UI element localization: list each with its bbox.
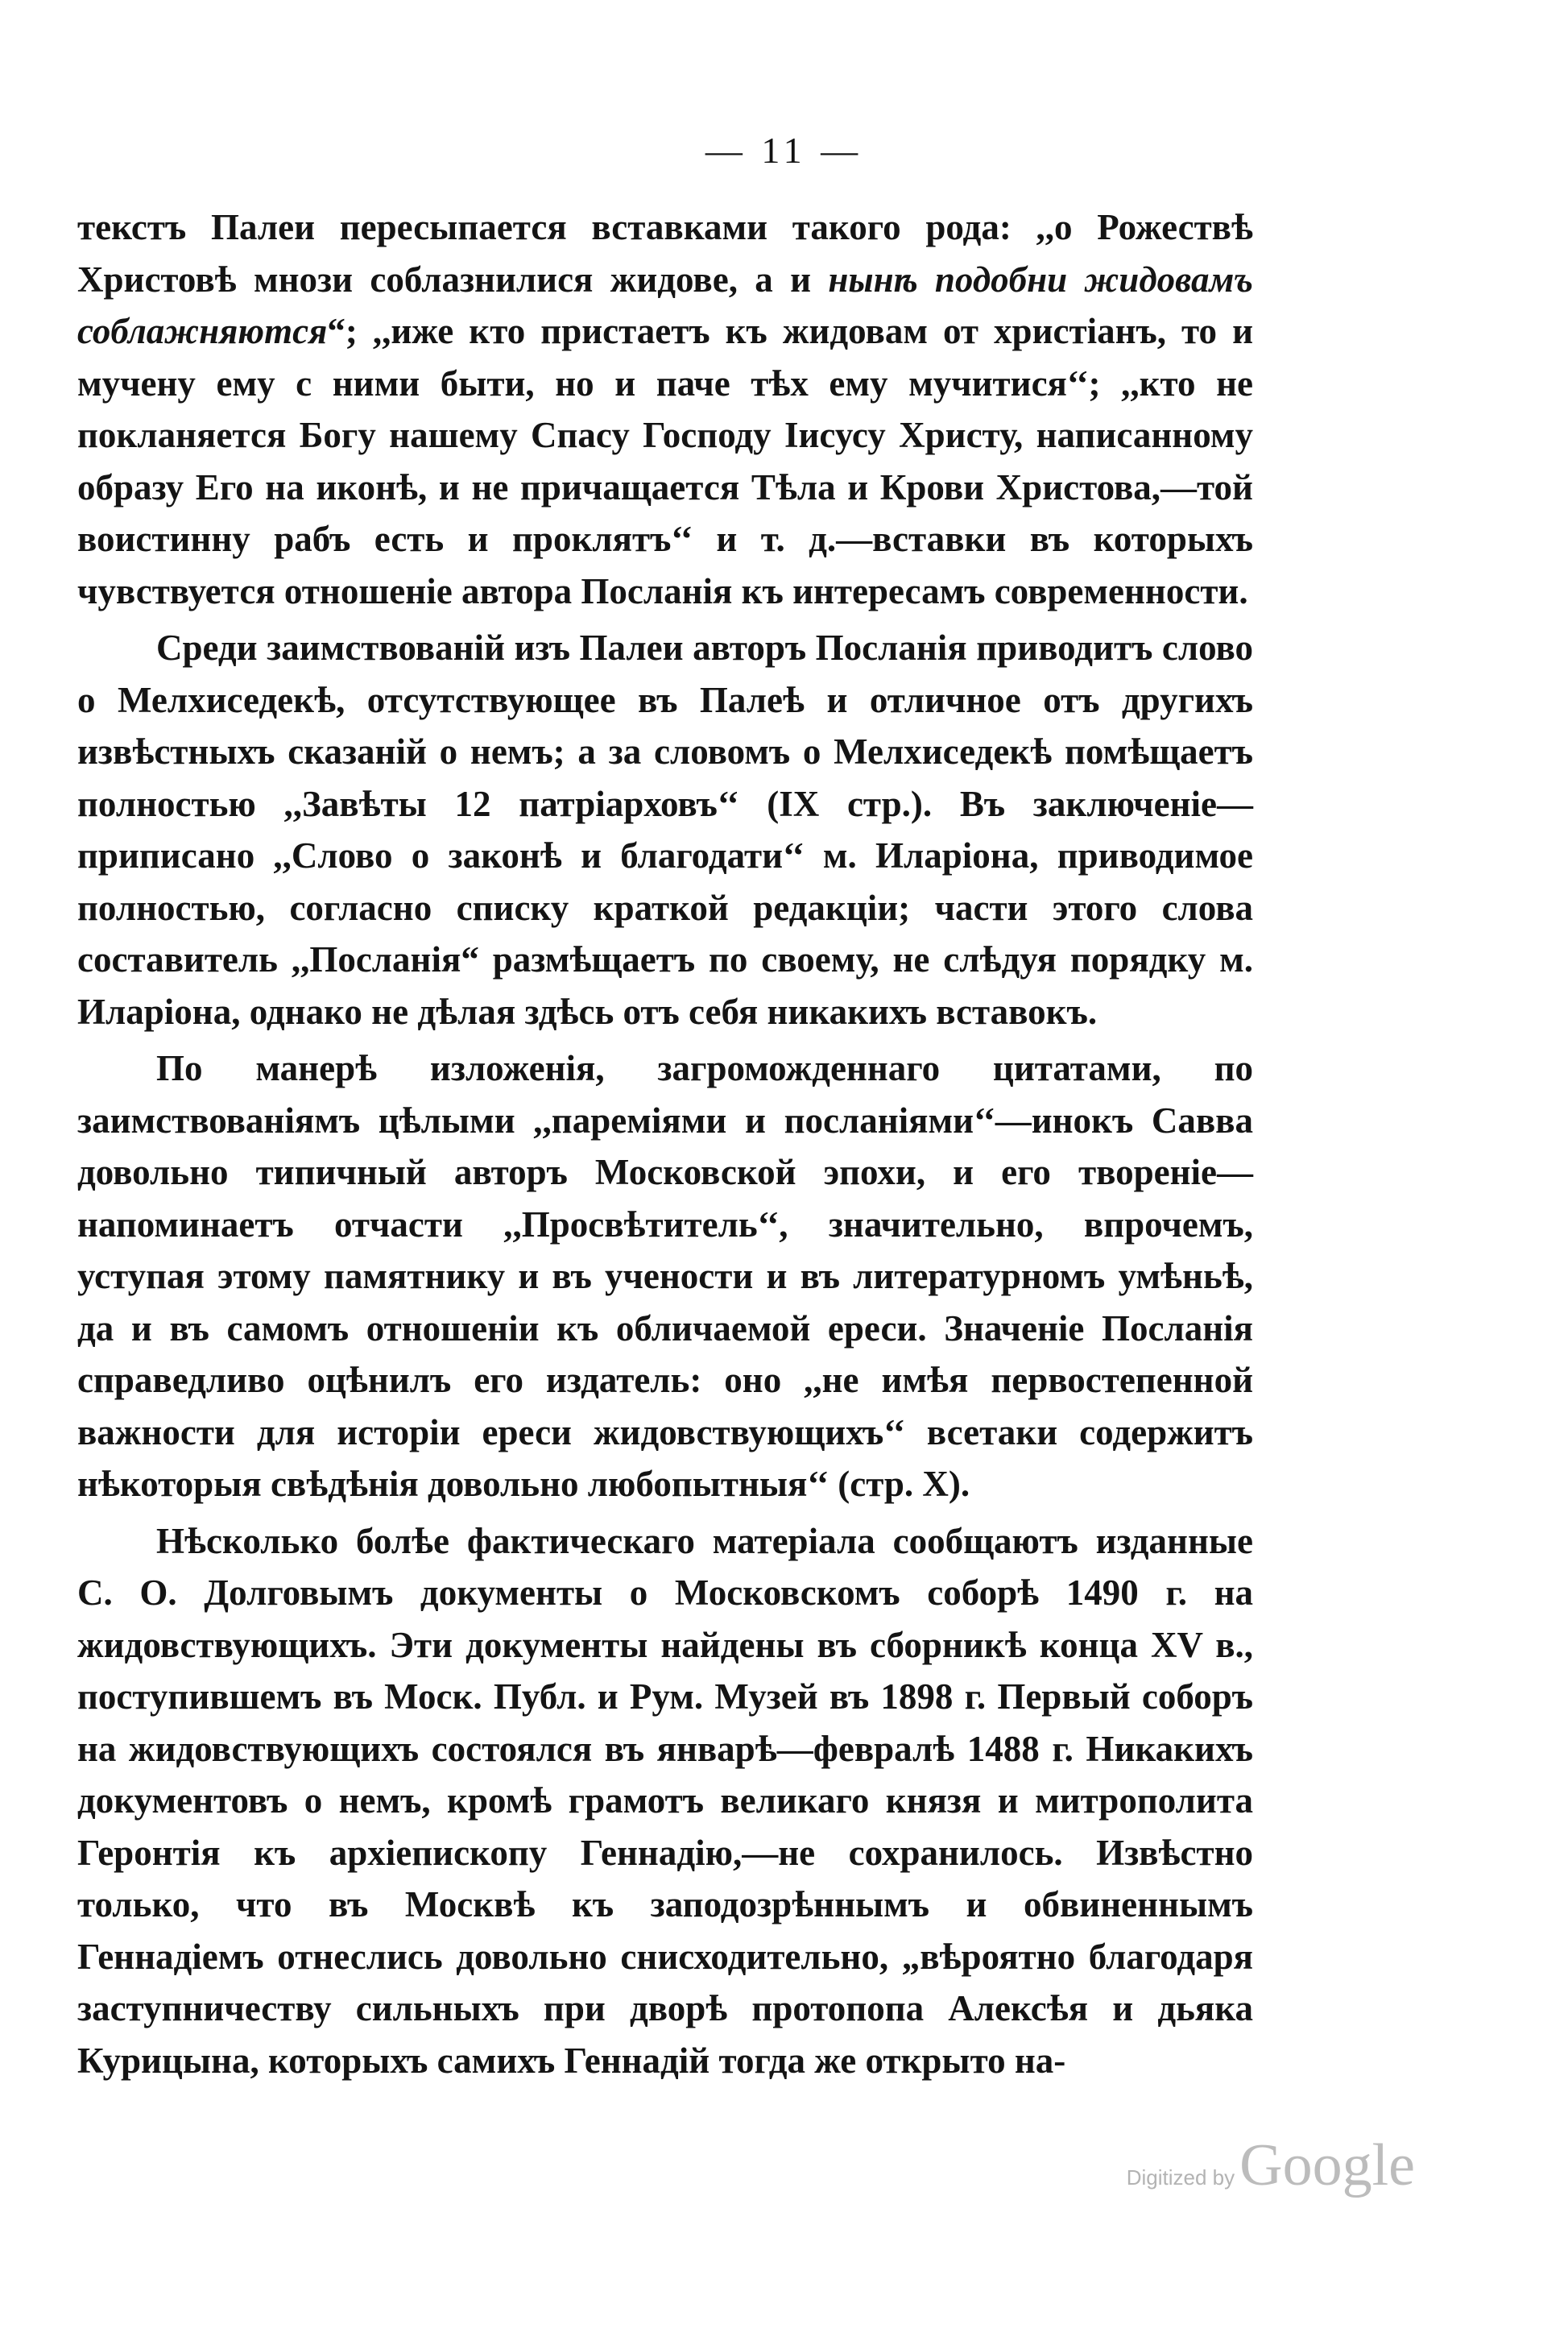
paragraph-3: По манерѣ изложенія, загроможденнаго цитатами, по заимствованіямъ цѣлыми ,,паремiями и посланіями‘‘—инокъ Савва довольно типичный авторъ Московской эпохи, и его твореніе—напоминаетъ отчасти ,,Просвѣтитель‘‘, значительно, впрочемъ, уступая этому памятнику и въ учености и въ литературномъ умѣньѣ, да и въ самомъ отношеніи къ обличаемой ереси. Значеніе Посланія справедливо оцѣнилъ его издатель: оно ,,не имѣя первостепенной важности для исторіи ереси жидовствующихъ‘‘ всетаки содержитъ нѣкоторыя свѣдѣнія довольно любопытныя‘‘ (стр. X). <box>77 1048 1253 1504</box>
paragraph-1-italic-run: нынѣ подобни жидовамъ соблажняются <box>77 259 1253 351</box>
paragraph-1 <box>77 201 1253 617</box>
paragraph-1-run-3: “; ,,иже кто пристаетъ къ жидовам от христіанъ, то и мучену ему с ними быти, но и паче тѣх ему мучитися‘‘; ,,кто не покланяется Богу нашему Спасу Господу Іисусу Христу, написанному образу Его на иконѣ, и не причащается Тѣла и Крови Христова,—той воистинну рабъ есть и проклятъ‘‘ и т. д.—вставки въ которыхъ чувствуется отношеніе автора Посланія къ интересамъ современности. <box>77 311 1253 611</box>
google-logo: Google <box>1239 2132 1415 2198</box>
body-text <box>77 201 1253 2086</box>
paragraph-1-run-1: текстъ Палеи пересыпается вставками такого рода: ,,о Рожествѣ Христовѣ мнози соблазнилися жидове, а и <box>77 207 1253 300</box>
digitized-by-google-watermark <box>1127 2132 1415 2200</box>
paragraph-2: Среди заимствованій изъ Палеи авторъ Посланія приводитъ слово о Мелхиседекѣ, отсутствующее въ Палеѣ и отличное отъ другихъ извѣстныхъ сказаній о немъ; а за словомъ о Мелхиседекѣ помѣщаетъ полностью ,,Завѣты 12 патріарховъ‘‘ (IX стр.). Въ заключеніе—приписано ,,Слово о законѣ и благодати‘‘ м. Иларіона, приводимое полностью, согласно списку краткой редакціи; части этого слова составитель ,,Посланія“ размѣщаетъ по своему, не слѣдуя порядку м. Иларіона, однако не дѣлая здѣсь отъ себя никакихъ вставокъ. <box>77 628 1253 1032</box>
paragraph-4: Нѣсколько болѣе фактическаго матеріала сообщаютъ изданные С. О. Долговымъ документы о Московскомъ соборѣ 1490 г. на жидовствующихъ. Эти документы найдены въ сборникѣ конца XV в., поступившемъ въ Моск. Публ. и Рум. Музей въ 1898 г. Первый соборъ на жидовствующихъ состоялся въ январѣ—февралѣ 1488 г. Никакихъ документовъ о немъ, кромѣ грамотъ великаго князя и митрополита Геронтія къ архіепископу Геннадію,—не сохранилось. Извѣстно только, что въ Москвѣ къ заподозрѣннымъ и обвиненнымъ Геннадіемъ отнеслись довольно снисходительно, „вѣроятно благодаря заступничеству сильныхъ при дворѣ протопопа Алексѣя и дьяка Курицына, которыхъ самихъ Геннадій тогда же открыто на- <box>77 1520 1253 2081</box>
page-number: — 11 — <box>705 130 863 171</box>
digitized-by-label: Digitized by <box>1126 2165 1235 2190</box>
